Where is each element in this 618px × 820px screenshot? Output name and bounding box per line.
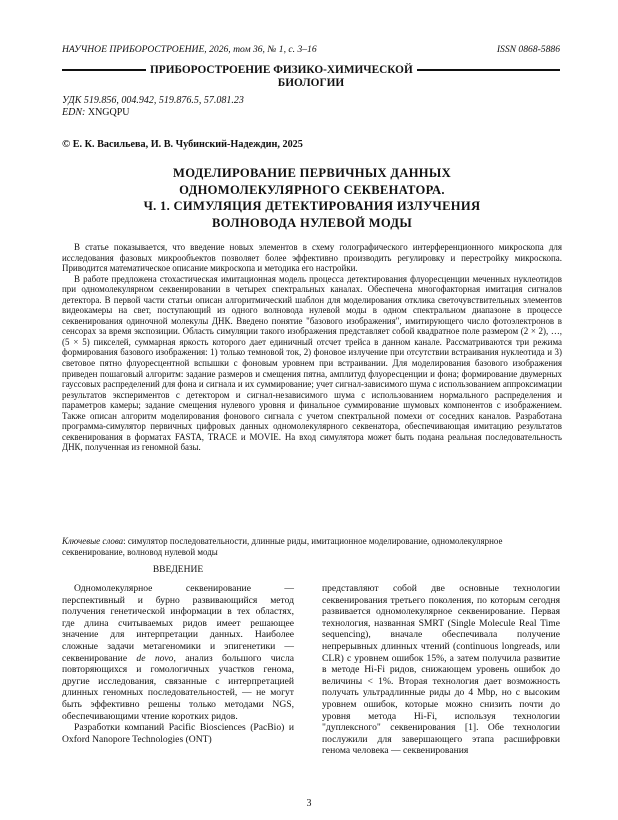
edn-value: XNGQPU <box>87 107 130 118</box>
title-line-3: Ч. 1. СИМУЛЯЦИЯ ДЕТЕКТИРОВАНИЯ ИЗЛУЧЕНИЯ <box>143 199 481 213</box>
edn-code <box>62 107 244 119</box>
intro-p1-text-a: Одномолекулярное секвенирование — перспективный и бурно развивающийся метод получения генетической информации в тех областях, где длина считываемых ридов имеет решающее значение для интерпретации данных. Наиболее сложные задачи метагеномики и эпигенетики — секвенирование <box>62 583 294 664</box>
journal-citation: НАУЧНОЕ ПРИБОРОСТРОЕНИЕ, 2026, том 36, № 1, с. 3–16 <box>62 44 317 55</box>
intro-paragraph-2: Разработки компаний Pacific Biosciences (PacBio) и Oxford Nanopore Technologies (ONT) <box>62 722 294 745</box>
udk-code: УДК 519.856, 004.942, 519.876.5, 57.081.23 <box>62 95 244 106</box>
classification-block <box>62 95 244 119</box>
body-column-right <box>322 583 560 757</box>
keywords <box>62 536 562 557</box>
title-line-4: ВОЛНОВОДА НУЛЕВОЙ МОДЫ <box>211 215 412 230</box>
section-heading <box>62 64 560 89</box>
abstract-paragraph-2: В работе предложена стохастическая имитационная модель процесса детектирования флуоресценции меченных нуклеотидов при одномолекулярном секвенировании в четырех спектральных каналах. Обеспечена многофакторная имитация сигналов детектора. В первой части статьи описан алгоритмический шаблон для моделирования отклика светочувствительных элементов видеокамеры на свет, поступающий из одного волновода нулевой моды в одном спектральном диапазоне в процессе секвенирования одиночной молекулы ДНК. Введено понятие "базового изображения", имитирующего число фотоэлектронов в сенсорах за время экспозиции. Область симуляции такого изображения представляет собой квадратное поле размером (2 × 2), …, (5 × 5) пикселей, суммарная яркость которого дает единичный отсчет трейса в данном канале. Рассматриваются три режима формирования базового изображения: 1) только темновой ток, 2) фоновое излучение при отсутствии встраивания нуклеотида и 3) световое пятно флуоресцентной вспышки с фоновым уровнем при встраивании. Для моделирования базового изображения приведен пошаговый алгоритм: задание размеров и смещения пятна, амплитуд флуоресценции и фона; формирование двумерных гауссовых распределений для фона и сигнала и их суммирование; учет сигнал-зависимого шума с использованием аппроксимации результатов экспериментов с детектором и сигнал-независимого шума с использованием нормального распределения и параметров камеры; задание смещения нулевого уровня и финальное суммирование шумовых компонентов с изображением. Также описан алгоритм моделирования фонового сигнала с учетом спектральной помехи от соседних каналов. Разработана программа-симулятор первичных цифровых данных одномолекулярного секвенатора, обеспечивающая имитацию результатов секвенирования в форматах FASTA, TRACE и MOVIE. На вход симулятора может быть подана реальная последовательность ДНК, полученная из геномной базы. <box>62 273 562 453</box>
section-rule-right <box>417 69 560 71</box>
intro-p1-text-b: , анализ большого числа повторяющихся и гомологичных участков генома, другие исследования, связанные с интерпретацией длинных геномных последовательностей, — не могут быть эффективно решены только методами NGS, обеспечивающими чтение коротких ридов. <box>62 652 294 722</box>
introduction-heading: ВВЕДЕНИЕ <box>152 565 204 575</box>
author-names: Е. К. Васильева, И. В. Чубинский-Надеждин, 2025 <box>72 139 303 150</box>
title-line-1: МОДЕЛИРОВАНИЕ ПЕРВИЧНЫХ ДАННЫХ <box>173 166 451 180</box>
issn: ISSN 0868-5886 <box>496 44 560 55</box>
abstract-paragraph-1: В статье показывается, что введение новых элементов в схему голографического интерференционного микроскопа для исследования фазовых микрообъектов позволяет более эффективно производить регулировку и перестройку микроскопа. Приводится математическое описание микроскопа и методика его настройки. <box>62 242 562 274</box>
copyright-icon: © <box>62 138 71 150</box>
section-title-line2: БИОЛОГИИ <box>277 77 345 89</box>
title-line-2: ОДНОМОЛЕКУЛЯРНОГО СЕКВЕНАТОРА. <box>179 182 445 197</box>
keywords-label: Ключевые слова <box>62 536 124 546</box>
article-title <box>70 165 554 231</box>
abstract <box>62 242 562 453</box>
intro-paragraph-continued: представляют собой две основные технологии секвенирования третьего поколения, по которым сегодня развивается одномолекулярное секвенирование. Первая технология, названная SMRT (Single Molecule Real Time sequencing), вначале обеспечивала получение непрерывных длинных чтений (continuous longreads, или CLR) с уровнем ошибок 15%, а затем получила развитие в методе Hi-Fi ридов, снижающем уровень ошибок до величины < 1%. Вторая технология дает возможность получать ультрадлинные риды до 4 Mbp, но с высоким уровнем ошибок, которые можно снизить почти до уровня метода Hi-Fi, используя технологии "дуплексного" секвенирования [1]. Обе технологии послужили для завершающего этапа расшифровки генома человека — секвенирования <box>322 583 560 757</box>
section-title-line1: ПРИБОРОСТРОЕНИЕ ФИЗИКО-ХИМИЧЕСКОЙ <box>150 64 413 76</box>
running-header <box>62 44 560 58</box>
body-column-left <box>62 583 294 745</box>
intro-p1-italic: de novo <box>136 652 174 664</box>
intro-paragraph-1 <box>62 583 294 722</box>
section-rule-left <box>62 69 146 71</box>
edn-label: EDN: <box>62 107 86 118</box>
page-number: 3 <box>306 798 312 809</box>
keywords-text: : симулятор последовательности, длинные риды, имитационное моделирование, одномолекулярное секвенирование, волновод нулевой моды <box>62 536 503 557</box>
authors-line <box>62 138 303 150</box>
